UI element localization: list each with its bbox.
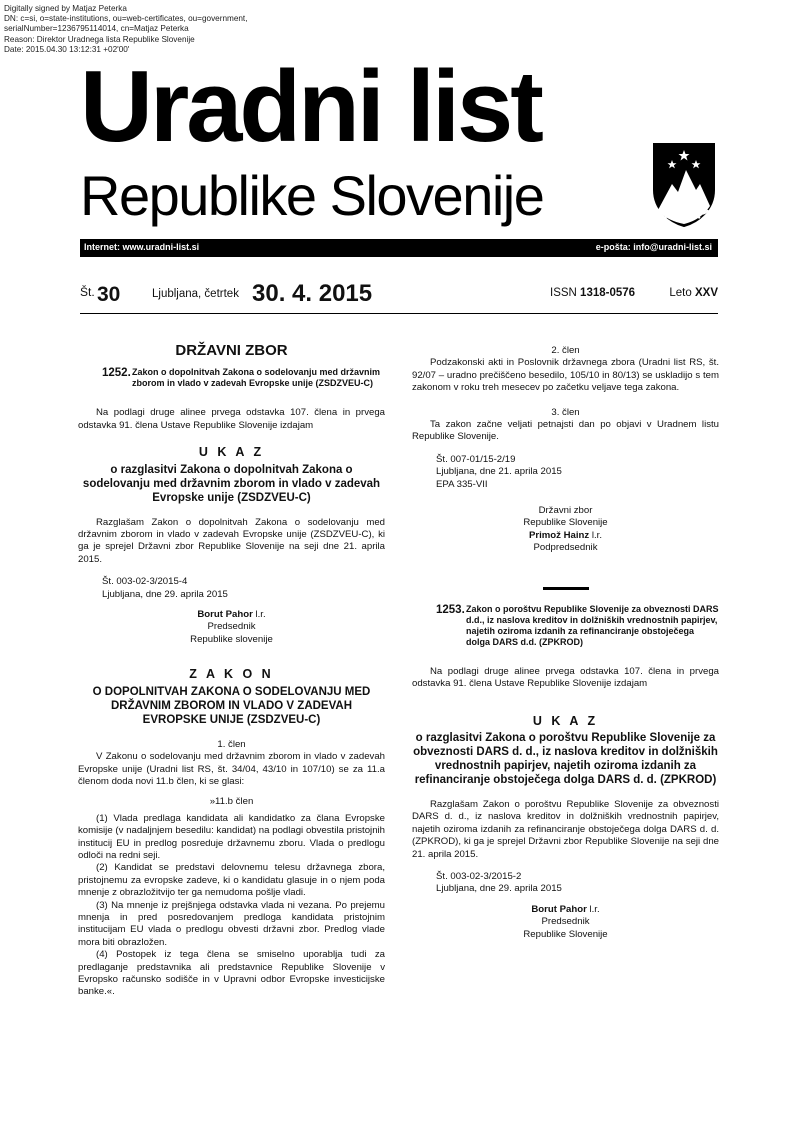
article-heading: 1. člen: [217, 738, 246, 750]
signer-name-line: [78, 609, 385, 621]
leto: [669, 287, 718, 299]
ukaz-title: o razglasitvi Zakona o poroštvu Republike Slovenije za obveznosti DARS d. d., iz naslova kreditov in dolžniških vrednostnih papirjev, najetih oziroma izdanih za refinanciranje obstoječega dolga DARS d. d. (ZPKROD): [413, 731, 718, 786]
signer-name: Primož Hainz: [528, 529, 590, 541]
issn: [550, 287, 635, 299]
signer-role: Predsednik: [541, 916, 590, 928]
article-paragraph: Ta zakon začne veljati petnajsti dan po objavi v Uradnem listu Republike Slovenije.: [412, 419, 719, 443]
signer-suffix: l.r.: [252, 609, 266, 621]
intro-paragraph: Na podlagi druge alinee prvega odstavka 107. člena in prvega odstavka 91. člena Ustave Republike Slovenije izdajam: [412, 665, 719, 690]
signature-line: Reason: Direktor Uradnega lista Republike Slovenije: [4, 34, 195, 44]
reference-date: Ljubljana, dne 21. aprila 2015: [436, 466, 562, 478]
article-heading: 2. člen: [551, 345, 580, 356]
masthead-subtitle: Republike Slovenije: [80, 164, 544, 227]
issue-date: 30. 4. 2015: [252, 280, 373, 307]
reference-number: Št. 007-01/15-2/19: [436, 453, 516, 465]
epa-number: EPA 335-VII: [436, 478, 488, 490]
section-heading: DRŽAVNI ZBOR: [175, 342, 288, 359]
left-column: [78, 342, 385, 999]
act-number: 1252.: [102, 367, 131, 380]
right-column: [412, 345, 719, 941]
reference-date: Ljubljana, dne 29. aprila 2015: [102, 588, 228, 600]
zakon-heading: Z A K O N: [189, 667, 274, 682]
signer-name-line: [412, 530, 719, 542]
signer-name: Borut Pahor: [531, 903, 587, 915]
article-paragraph: V Zakonu o sodelovanju med državnim zborom in vlado v zadevah Evropske unije (Uradni list RS, št. 34/04, 43/10 in 107/10) se za 11.a členom doda novi 11.b člen, ki se glasi:: [78, 751, 385, 787]
issn-label: ISSN: [550, 287, 577, 299]
razglasam-paragraph: Razglašam Zakon o poroštvu Republike Slovenije za obveznosti DARS d. d., iz naslova kreditov in dolžniških vrednostnih papirjev, najetih oziroma izdanih za refinanciranje obstoječega dolga DARS d. d. (ZPKROD), ki ga je sprejel Državni zbor Republike Slovenije na seji dne 21. aprila 2015.: [412, 798, 719, 860]
intro-paragraph: Na podlagi druge alinee prvega odstavka 107. člena in prvega odstavka 91. člena Ustave Republike Slovenije izdajam: [78, 407, 385, 431]
signature-line: Date: 2015.04.30 13:12:31 +02'00': [4, 44, 130, 54]
signer-org: Republike Slovenije: [523, 928, 608, 940]
email-link[interactable]: e-pošta: info@uradni-list.si: [595, 242, 712, 252]
issue-number-label: Št.: [80, 285, 95, 299]
article-paragraph: (4) Postopek iz tega člena se smiselno uporablja tudi za predlaganje predstavnika ali predstavnice Republike Slovenije v Evropsko računsko sodišče in v Upravni odbor Evropske investicijske banke.«.: [78, 949, 385, 998]
signature-line: serialNumber=1236795114014, cn=Matjaz Peterka: [4, 24, 189, 34]
article-paragraph: (1) Vlada predlaga kandidata ali kandidatko za člana Evropske komisije (v nadaljnjem besedilu: kandidat) na podlagi obvestila pristojnih institucij EU in predlog posreduje državnemu zboru. Vlada o predlogu odloči na redni seji.: [78, 812, 385, 861]
article-paragraph: Podzakonski akti in Poslovnik državnega zbora (Uradni list RS, št. 92/07 – uradno prečiščeno besedilo, 105/10 in 80/13) se uskladijo s tem zakonom v roku treh mesecev po začetku veljave tega zakona.: [412, 357, 719, 394]
act-heading-1252: [78, 367, 385, 389]
issue-line: [80, 282, 718, 312]
signature-line: DN: c=si, o=state-institutions, ou=web-certificates, ou=government,: [4, 14, 248, 24]
act-heading-1253: [412, 604, 719, 648]
signer-name: Borut Pahor: [197, 609, 253, 621]
signer-org: Republike slovenije: [190, 633, 273, 645]
razglasam-paragraph: Razglašam Zakon o dopolnitvah Zakona o sodelovanju med državnim zborom in vlado v zadevah Evropske unije (ZSDZVEU-C), ki ga je sprejel Državni zbor Republike Slovenije na seji dne 21. aprila 2015.: [78, 516, 385, 565]
header-divider: [80, 313, 718, 314]
zakon-title: O DOPOLNITVAH ZAKONA O SODELOVANJU MED DRŽAVNIM ZBOROM IN VLADO V ZADEVAH EVROPSKE UNIJE (ZSDZVEU-C): [92, 685, 371, 726]
digital-signature-block: [4, 4, 247, 55]
internet-link[interactable]: Internet: www.uradni-list.si: [84, 242, 200, 252]
article-paragraph: (2) Kandidat se predstavi delovnemu telesu državnega zbora, pristojnemu za evropske zadeve, ki o kandidatu glasuje in o njem poda mnenje z obrazložitvijo ter ga nemudoma pošlje vladi.: [78, 862, 385, 899]
signer-role: Predsednik: [207, 621, 256, 633]
ukaz-heading: U K A Z: [198, 445, 265, 460]
signer-org: Republike Slovenije: [523, 517, 608, 529]
article-paragraph: (3) Na mnenje iz prejšnjega odstavka vlada ni vezana. Po prejemu mnenja in pred posredovanjem predloga kandidata pristojnim institucijam EU vlada o predlogu obvesti državni zbor. Predlog vlade mora biti obrazložen.: [78, 899, 385, 948]
ukaz-heading: U K A Z: [532, 713, 599, 728]
issue-place: Ljubljana, četrtek: [152, 288, 239, 300]
masthead-title: Uradni list: [80, 51, 541, 163]
issn-value: 1318-0576: [580, 287, 636, 299]
leto-label: Leto: [669, 287, 692, 299]
article-heading: 3. člen: [551, 406, 580, 418]
signer-name-line: [412, 904, 719, 916]
reference-date: Ljubljana, dne 29. aprila 2015: [436, 883, 562, 895]
signer-suffix: l.r.: [589, 529, 603, 541]
signer-suffix: l.r.: [586, 903, 600, 915]
act-title: Zakon o dopolnitvah Zakona o sodelovanju med državnim zborom in vlado v zadevah Evropske unije (ZSDZVEU-C): [132, 367, 381, 389]
reference-number: Št. 003-02-3/2015-2: [436, 870, 522, 882]
act-title: Zakon o poroštvu Republike Slovenije za obveznosti DARS d.d., iz naslova kreditov in dolžniških vrednostnih papirjev, najetih oziroma izdanih za refinanciranje obstoječega dolga DARS d.d. (ZPKROD): [466, 603, 719, 647]
ukaz-title: o razglasitvi Zakona o dopolnitvah Zakona o sodelovanju med državnim zborom in vlado v zadevah Evropske unije (ZSDZVEU-C): [82, 463, 381, 504]
slovenia-coat-of-arms-icon: [650, 140, 718, 228]
issue-number: 30: [97, 283, 121, 306]
signer-org: Državni zbor: [538, 505, 593, 517]
reference-number: Št. 003-02-3/2015-4: [102, 576, 188, 588]
signature-line: Digitally signed by Matjaz Peterka: [4, 4, 127, 13]
leto-value: XXV: [694, 287, 718, 299]
article-heading: »11.b člen: [209, 796, 254, 808]
act-number: 1253.: [436, 603, 465, 616]
signer-role: Podpredsednik: [533, 542, 598, 554]
masthead-bar: [80, 239, 718, 257]
